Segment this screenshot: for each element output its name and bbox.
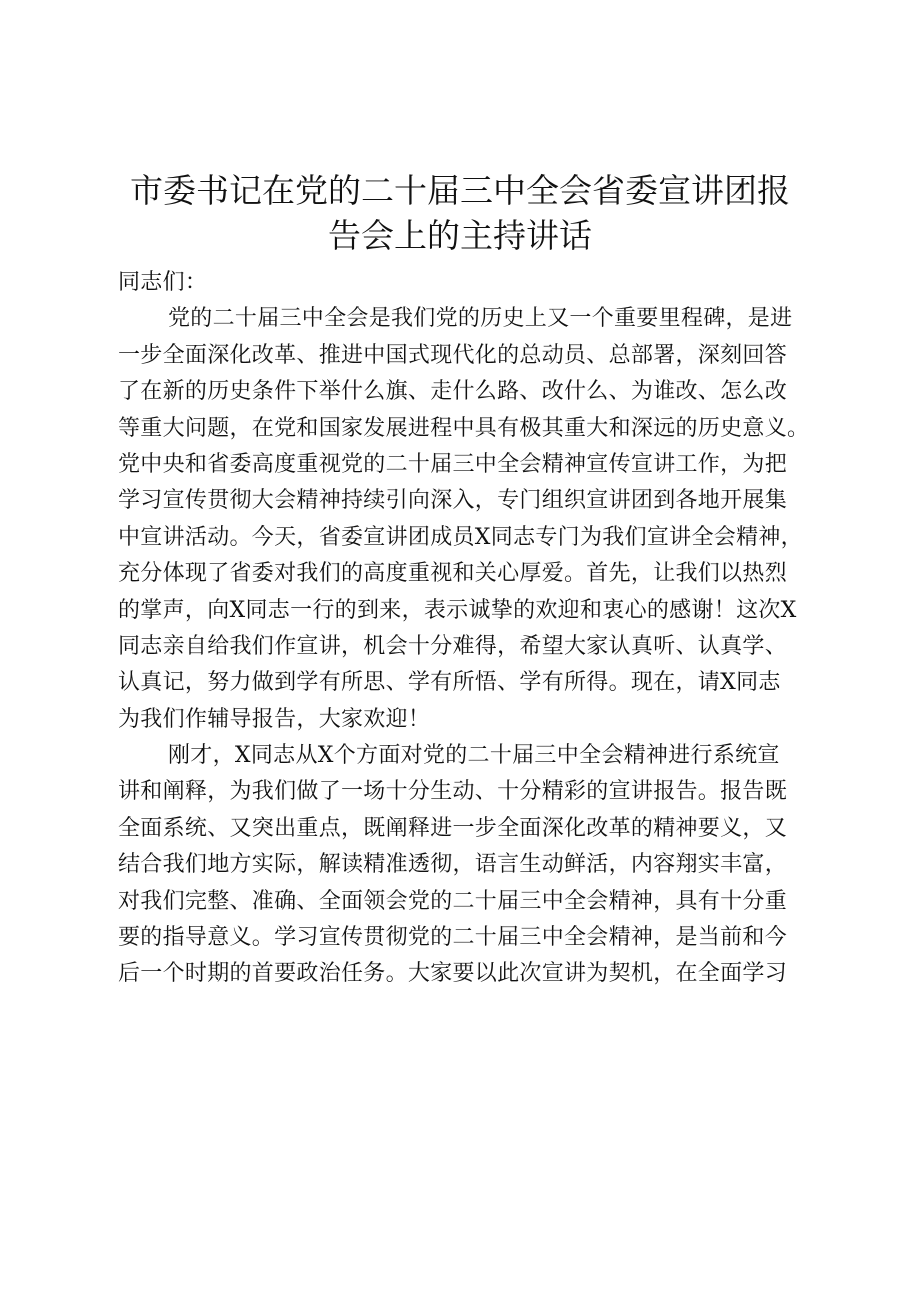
title-line: 市委书记在党的二十届三中全会省委宣讲团报 <box>130 171 790 210</box>
paragraph-line: 学习宣传贯彻大会精神持续引向深入，专门组织宣讲团到各地开展集 <box>118 488 788 514</box>
paragraph-line: 认真记，努力做到学有所思、学有所悟、学有所得。现在，请X同志 <box>118 670 781 696</box>
salutation: 同志们： <box>118 270 208 295</box>
paragraph-line: 一步全面深化改革、推进中国式现代化的总动员、总部署，深刻回答 <box>118 342 788 368</box>
paragraph-line: 对我们完整、准确、全面领会党的二十届三中全会精神，具有十分重 <box>118 888 788 914</box>
paragraph-line: 充分体现了省委对我们的高度重视和关心厚爱。首先，让我们以热烈 <box>118 561 788 587</box>
paragraph-line: 了在新的历史条件下举什么旗、走什么路、改什么、为谁改、怎么改 <box>118 379 788 405</box>
paragraph-line: 等重大问题，在党和国家发展进程中具有极其重大和深远的历史意义。 <box>118 415 810 441</box>
paragraph-line: 刚才，X同志从X个方面对党的二十届三中全会精神进行系统宣 <box>168 743 780 769</box>
paragraph-line: 后一个时期的首要政治任务。大家要以此次宣讲为契机，在全面学习 <box>118 961 788 987</box>
document-body <box>118 265 818 993</box>
paragraph-line: 讲和阐释，为我们做了一场十分生动、十分精彩的宣讲报告。报告既 <box>118 779 788 805</box>
paragraph-1 <box>118 301 818 738</box>
title-line: 告会上的主持讲话 <box>328 216 592 255</box>
paragraph-line: 中宣讲活动。今天，省委宣讲团成员X同志专门为我们宣讲全会精神， <box>118 524 803 550</box>
paragraph-line: 党的二十届三中全会是我们党的历史上又一个重要里程碑，是进 <box>168 306 793 332</box>
document-title <box>110 168 810 258</box>
paragraph-line: 为我们作辅导报告，大家欢迎！ <box>118 706 431 732</box>
paragraph-line: 的掌声，向X同志一行的到来，表示诚挚的欢迎和衷心的感谢！这次X <box>118 597 797 623</box>
paragraph-2 <box>118 738 818 993</box>
paragraph-line: 全面系统、又突出重点，既阐释进一步全面深化改革的精神要义，又 <box>118 815 788 841</box>
paragraph-line: 要的指导意义。学习宣传贯彻党的二十届三中全会精神，是当前和今 <box>118 925 788 951</box>
paragraph-line: 同志亲自给我们作宣讲，机会十分难得，希望大家认真听、认真学、 <box>118 633 788 659</box>
paragraph-line: 党中央和省委高度重视党的二十届三中全会精神宣传宣讲工作，为把 <box>118 451 788 477</box>
paragraph-line: 结合我们地方实际，解读精准透彻，语言生动鲜活，内容翔实丰富， <box>118 852 788 878</box>
